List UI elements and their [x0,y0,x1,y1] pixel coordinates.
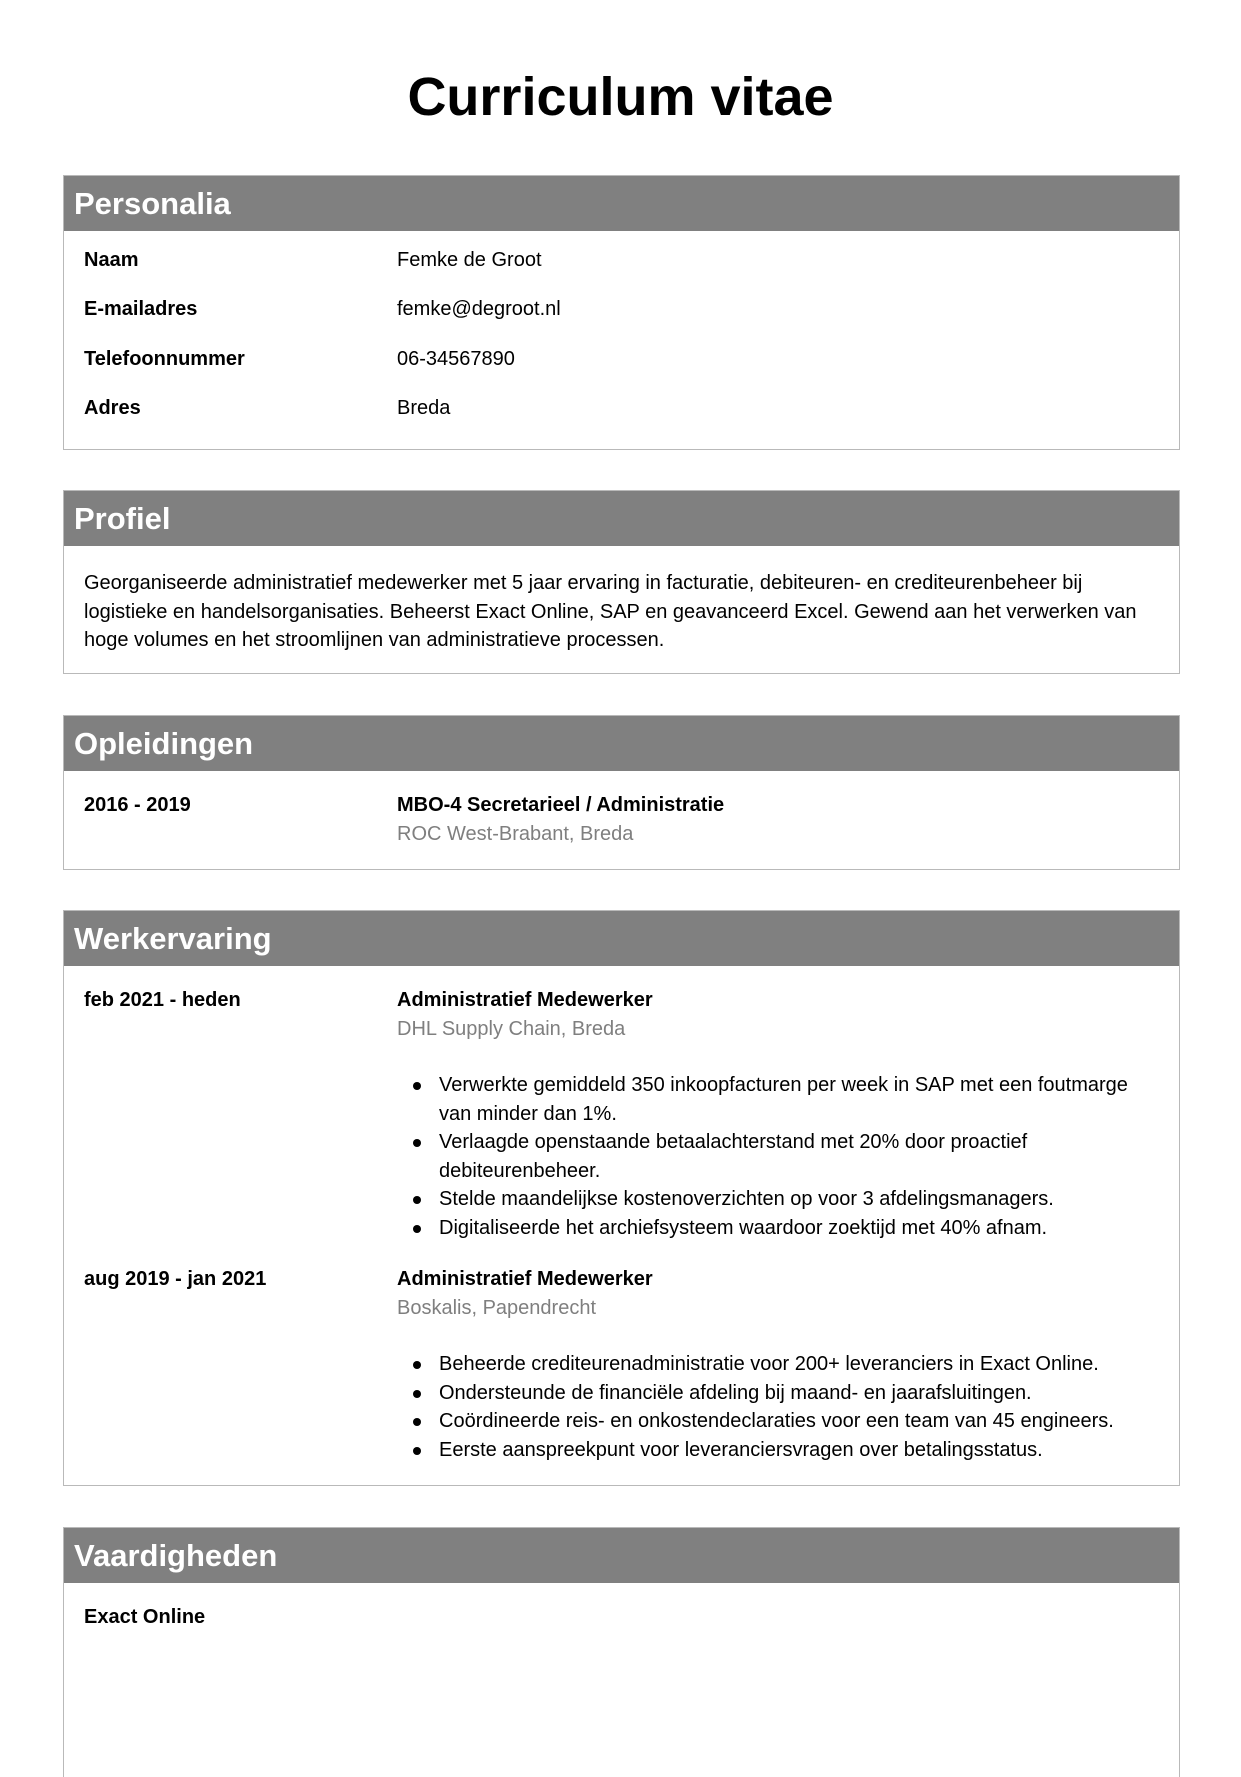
list-item: Beheerde crediteurenadministratie voor 200+ leveranciers in Exact Online. [397,1350,1157,1379]
profile-text: Georganiseerde administratief medewerker met 5 jaar ervaring in facturatie, debiteuren- en crediteurenbeheer bij logistieke en handelsorganisaties. Beheerst Exact Online, SAP en geavanceerd Excel. Gewend aan het verwerken van hoge volumes en het stroomlijnen van administratieve processen. [84,572,1137,651]
personalia-label: Telefoonnummer [84,348,245,370]
education-institution: ROC West-Brabant, Breda [397,823,634,845]
job-company: Boskalis, Papendrecht [397,1297,597,1319]
personalia-label: Adres [84,397,141,419]
job-period: aug 2019 - jan 2021 [84,1268,267,1290]
personalia-label: Naam [84,249,139,271]
section-vaardigheden [63,1527,1180,1777]
list-item: Verwerkte gemiddeld 350 inkoopfacturen per week in SAP met een foutmarge van minder dan 1%. [397,1071,1157,1128]
job-bullet-list [397,1350,1157,1464]
page-title: Curriculum vitae [407,67,834,127]
skill-name: Exact Online [84,1606,206,1628]
education-period: 2016 - 2019 [84,794,191,816]
education-title: MBO-4 Secretarieel / Administratie [397,794,725,816]
section-werkervaring [63,910,1180,1486]
list-item: Verlaagde openstaande betaalachterstand met 20% door proactief debiteurenbeheer. [397,1128,1157,1185]
personalia-value: Breda [397,397,451,419]
section-personalia [63,175,1180,450]
personalia-value: Femke de Groot [397,249,542,271]
section-header-personalia: Personalia [64,176,1179,231]
section-header-werkervaring: Werkervaring [64,911,1179,966]
personalia-label: E-mailadres [84,298,198,320]
personalia-value: 06-34567890 [397,348,515,370]
section-header-profiel: Profiel [64,491,1179,546]
job-bullet-list [397,1071,1157,1242]
section-profiel [63,490,1180,674]
job-title: Administratief Medewerker [397,1268,653,1290]
list-item: Ondersteunde de financiële afdeling bij maand- en jaarafsluitingen. [397,1379,1157,1408]
list-item: Stelde maandelijkse kostenoverzichten op voor 3 afdelingsmanagers. [397,1185,1157,1214]
job-company: DHL Supply Chain, Breda [397,1018,626,1040]
list-item: Coördineerde reis- en onkostendeclaraties voor een team van 45 engineers. [397,1407,1157,1436]
personalia-value: femke@degroot.nl [397,298,561,320]
section-header-opleidingen: Opleidingen [64,716,1179,771]
list-item: Eerste aanspreekpunt voor leveranciersvragen over betalingsstatus. [397,1436,1157,1465]
job-period: feb 2021 - heden [84,989,241,1011]
section-opleidingen [63,715,1180,870]
job-title: Administratief Medewerker [397,989,653,1011]
list-item: Digitaliseerde het archiefsysteem waardoor zoektijd met 40% afnam. [397,1214,1157,1243]
section-header-vaardigheden: Vaardigheden [64,1528,1179,1583]
